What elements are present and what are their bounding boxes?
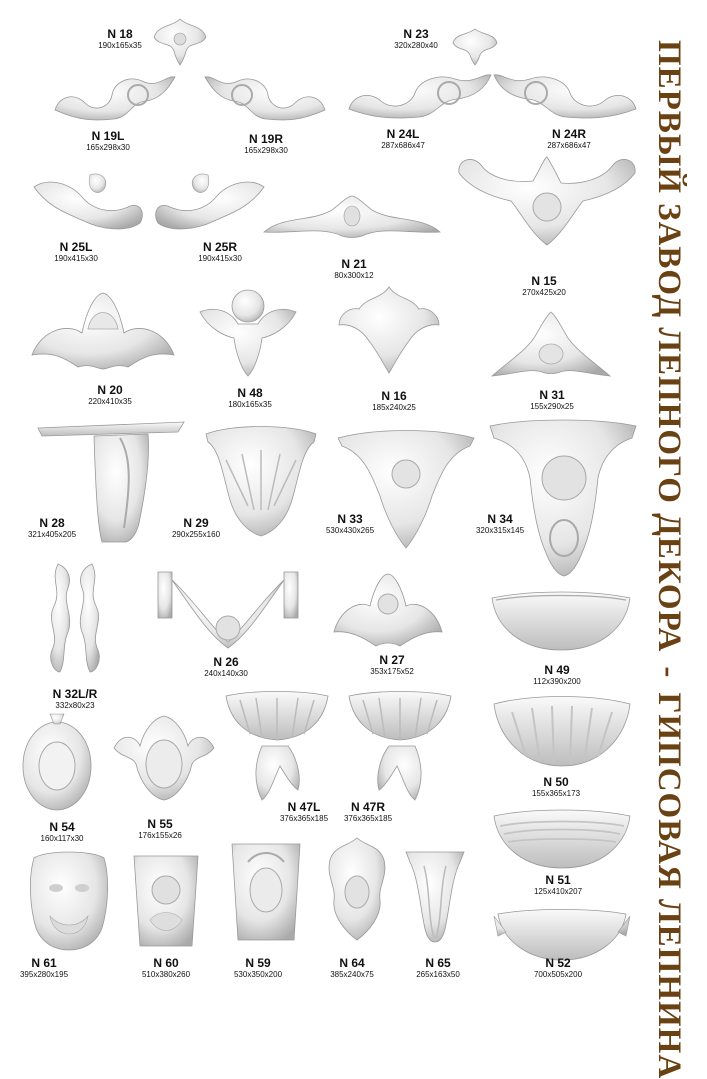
item-dimensions: 165x298x30 — [244, 146, 288, 155]
item-code: N 49 — [544, 663, 570, 677]
item-dimensions: 155x290x25 — [530, 402, 574, 411]
item-code: N 47L — [287, 800, 321, 814]
item-label-n15 — [516, 275, 572, 297]
item-code: N 16 — [381, 389, 407, 403]
item-label-n18 — [92, 28, 148, 50]
item-dimensions: 321x405x205 — [27, 530, 77, 539]
item-code: N 47R — [350, 800, 385, 814]
item-dimensions: 180x165x35 — [228, 400, 272, 409]
ornament-n25r-image — [148, 167, 268, 235]
item-dimensions: 112x390x200 — [533, 677, 581, 686]
item-code: N 64 — [339, 956, 365, 970]
ornament-n27-image — [330, 570, 446, 650]
item-code: N 48 — [237, 386, 263, 400]
item-dimensions: 270x425x20 — [522, 288, 566, 297]
item-label-n32 — [40, 688, 110, 710]
title-left: ПЕРВЫЙ ЗАВОД ЛЕПНОГО ДЕКОРА — [651, 40, 687, 653]
item-code: N 60 — [153, 956, 179, 970]
item-code: N 28 — [39, 516, 65, 530]
ornament-n15-image — [453, 153, 639, 249]
ornament-n55-image — [110, 712, 218, 802]
item-code: N 54 — [49, 820, 75, 834]
item-code: N 25R — [202, 240, 237, 254]
ornament-n19r-image — [200, 65, 330, 123]
item-code: N 59 — [245, 956, 271, 970]
item-dimensions: 530x350x200 — [233, 970, 283, 979]
item-code: N 19R — [248, 132, 283, 146]
item-dimensions: 376x365x185 — [279, 814, 329, 823]
item-dimensions: 320x280x40 — [394, 41, 438, 50]
title-separator: - — [651, 666, 687, 679]
item-code: N 34 — [487, 512, 513, 526]
item-code: N 61 — [31, 956, 57, 970]
item-label-n64 — [322, 957, 382, 979]
item-label-n16 — [366, 390, 422, 412]
item-label-n25l — [48, 241, 104, 263]
item-code: N 25L — [59, 240, 93, 254]
item-code: N 20 — [97, 383, 123, 397]
item-label-n21 — [326, 258, 382, 280]
item-label-n49 — [527, 664, 587, 686]
item-dimensions: 385x240x75 — [330, 970, 374, 979]
mask-n61-image — [26, 848, 112, 952]
item-dimensions: 510x380x260 — [141, 970, 191, 979]
ornament-n18-image — [150, 17, 210, 67]
item-label-n33 — [320, 513, 380, 535]
item-label-n20 — [82, 384, 138, 406]
item-code: N 52 — [545, 956, 571, 970]
item-code: N 24R — [551, 127, 586, 141]
bracket-n65-image — [404, 848, 466, 944]
item-label-n31 — [524, 389, 580, 411]
item-code: N 21 — [341, 257, 367, 271]
item-dimensions: 332x80x23 — [55, 701, 95, 710]
title-right: ГИПСОВАЯ ЛЕПНИНА — [651, 692, 687, 1079]
item-dimensions: 376x365x185 — [343, 814, 393, 823]
ornament-n20-image — [28, 289, 178, 371]
ornament-n23-image — [450, 27, 500, 67]
ornament-n21-image — [262, 192, 442, 240]
item-label-n47l — [274, 801, 334, 823]
ornament-n54-image — [20, 710, 94, 818]
item-label-n26 — [196, 656, 256, 678]
item-dimensions: 155x365x173 — [531, 789, 581, 798]
item-code: N 31 — [539, 388, 565, 402]
item-code: N 29 — [183, 516, 209, 530]
item-dimensions: 530x430x265 — [325, 526, 375, 535]
item-label-n34 — [470, 513, 530, 535]
item-dimensions: 160x117x30 — [40, 834, 84, 843]
item-label-n54 — [32, 821, 92, 843]
item-code: N 50 — [543, 775, 569, 789]
item-label-n51 — [528, 874, 588, 896]
keystone-n60-image — [128, 850, 204, 950]
item-code: N 19L — [91, 129, 125, 143]
item-dimensions: 165x298x30 — [86, 143, 130, 152]
item-dimensions: 700x505x200 — [533, 970, 583, 979]
item-label-n60 — [136, 957, 196, 979]
keystone-n59-image — [228, 840, 304, 944]
ornament-n64-image — [322, 836, 392, 942]
item-label-n48 — [222, 387, 278, 409]
item-dimensions: 190x415x30 — [54, 254, 98, 263]
item-code: N 24L — [386, 127, 420, 141]
vertical-title — [649, 40, 689, 1079]
item-dimensions: 125x410x207 — [533, 887, 583, 896]
item-dimensions: 190x165x35 — [98, 41, 142, 50]
item-dimensions: 176x155x26 — [138, 831, 182, 840]
item-dimensions: 395x280x195 — [19, 970, 69, 979]
lamp-n47r-image — [345, 690, 455, 806]
ornament-n32-image — [40, 560, 110, 676]
ornament-n24l-image — [345, 65, 495, 121]
ornament-n24r-image — [490, 65, 640, 121]
item-dimensions: 265x163x50 — [416, 970, 460, 979]
item-label-n28 — [22, 517, 82, 539]
ornament-n26-image — [152, 568, 304, 650]
item-code: N 18 — [107, 27, 133, 41]
item-code: N 32L/R — [52, 687, 98, 701]
item-label-n59 — [228, 957, 288, 979]
item-code: N 65 — [425, 956, 451, 970]
item-label-n47r — [338, 801, 398, 823]
item-label-n19l — [80, 130, 136, 152]
item-code: N 26 — [213, 655, 239, 669]
item-code: N 51 — [545, 873, 571, 887]
item-dimensions: 287x686x47 — [547, 141, 591, 150]
item-dimensions: 290x255x160 — [171, 530, 221, 539]
item-label-n61 — [14, 957, 74, 979]
item-label-n50 — [526, 776, 586, 798]
item-code: N 27 — [379, 653, 405, 667]
item-dimensions: 240x140x30 — [204, 669, 248, 678]
ornament-n19l-image — [50, 65, 180, 123]
item-label-n24r — [541, 128, 597, 150]
item-dimensions: 287x686x47 — [381, 141, 425, 150]
item-dimensions: 80x300x12 — [334, 271, 374, 280]
ornament-n25l-image — [30, 167, 150, 235]
item-label-n23 — [388, 28, 444, 50]
item-label-n19r — [238, 133, 294, 155]
ornament-n16-image — [333, 285, 445, 375]
item-dimensions: 220x410x35 — [88, 397, 132, 406]
lamp-n50-image — [492, 692, 632, 768]
lamp-n47l-image — [222, 690, 332, 806]
item-label-n65 — [408, 957, 468, 979]
lamp-n49-image — [490, 588, 632, 652]
item-label-n25r — [192, 241, 248, 263]
item-label-n24l — [375, 128, 431, 150]
item-code: N 15 — [531, 274, 557, 288]
lamp-n51-image — [492, 808, 632, 870]
item-dimensions: 185x240x25 — [372, 403, 416, 412]
item-label-n27 — [362, 654, 422, 676]
item-dimensions: 353x175x52 — [370, 667, 414, 676]
item-code: N 23 — [403, 27, 429, 41]
item-label-n55 — [130, 818, 190, 840]
item-dimensions: 320x315x145 — [475, 526, 525, 535]
ornament-n31-image — [488, 308, 614, 380]
item-label-n52 — [528, 957, 588, 979]
item-code: N 33 — [337, 512, 363, 526]
ornament-n48-image — [196, 280, 300, 380]
item-code: N 55 — [147, 817, 173, 831]
bracket-n34-image — [488, 418, 638, 578]
item-label-n29 — [166, 517, 226, 539]
item-dimensions: 190x415x30 — [198, 254, 242, 263]
